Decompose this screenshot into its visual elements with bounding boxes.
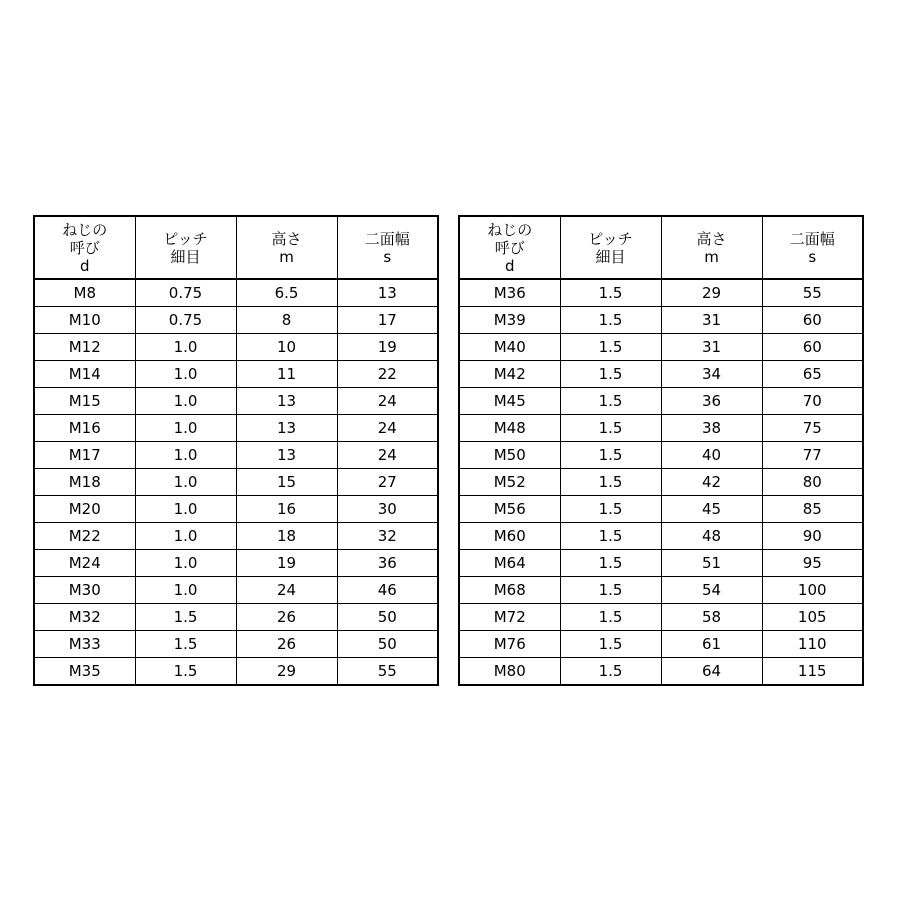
cell-pitch: 1.5 [560,523,661,550]
header-width-across-flats [337,216,438,279]
header-row [459,216,863,279]
cell-height: 34 [661,361,762,388]
table-row [459,658,863,686]
table-row [459,496,863,523]
cell-width-across-flats: 77 [762,442,863,469]
header-width-line2: s [808,247,817,266]
cell-height: 26 [236,604,337,631]
cell-thread-size: M48 [459,415,560,442]
cell-height: 61 [661,631,762,658]
table-row [459,631,863,658]
cell-thread-size: M72 [459,604,560,631]
header-thread-size [459,216,560,279]
header-thread-size-line1: ねじの [62,220,108,239]
cell-pitch: 1.5 [560,334,661,361]
header-row [34,216,438,279]
cell-width-across-flats: 75 [762,415,863,442]
cell-width-across-flats: 24 [337,388,438,415]
cell-thread-size: M42 [459,361,560,388]
cell-pitch: 1.5 [560,631,661,658]
cell-width-across-flats: 55 [762,279,863,307]
table-row [34,496,438,523]
cell-thread-size: M40 [459,334,560,361]
table-row [34,523,438,550]
table-row [459,523,863,550]
cell-pitch: 1.0 [135,415,236,442]
header-height-line2: m [704,247,719,266]
cell-pitch: 0.75 [135,279,236,307]
cell-width-across-flats: 85 [762,496,863,523]
table-row [34,550,438,577]
cell-height: 11 [236,361,337,388]
table-row [459,334,863,361]
cell-height: 51 [661,550,762,577]
table-row [34,279,438,307]
cell-height: 54 [661,577,762,604]
table-row [459,361,863,388]
cell-thread-size: M18 [34,469,135,496]
cell-pitch: 1.5 [560,388,661,415]
cell-height: 10 [236,334,337,361]
header-thread-size-line3: d [504,256,515,275]
table-row [34,361,438,388]
header-pitch [135,216,236,279]
cell-thread-size: M8 [34,279,135,307]
cell-pitch: 1.5 [560,577,661,604]
cell-thread-size: M52 [459,469,560,496]
table-row [459,577,863,604]
cell-height: 13 [236,415,337,442]
cell-width-across-flats: 22 [337,361,438,388]
cell-thread-size: M10 [34,307,135,334]
header-pitch-line2: 細目 [595,247,626,266]
cell-height: 40 [661,442,762,469]
cell-thread-size: M50 [459,442,560,469]
cell-pitch: 1.5 [560,361,661,388]
header-thread-size-line2: 呼び [69,238,100,257]
cell-pitch: 1.0 [135,361,236,388]
table-row [459,415,863,442]
cell-thread-size: M20 [34,496,135,523]
cell-height: 38 [661,415,762,442]
cell-thread-size: M39 [459,307,560,334]
cell-width-across-flats: 24 [337,442,438,469]
cell-height: 13 [236,388,337,415]
spec-table-left [33,215,439,686]
cell-thread-size: M15 [34,388,135,415]
header-thread-size-line1: ねじの [487,220,533,239]
table-row [34,388,438,415]
cell-height: 16 [236,496,337,523]
cell-pitch: 1.5 [135,658,236,686]
cell-height: 31 [661,307,762,334]
cell-height: 6.5 [236,279,337,307]
table-row [459,469,863,496]
cell-height: 58 [661,604,762,631]
cell-thread-size: M17 [34,442,135,469]
cell-pitch: 1.5 [560,658,661,686]
cell-thread-size: M64 [459,550,560,577]
header-width-line1: 二面幅 [789,229,835,248]
cell-width-across-flats: 30 [337,496,438,523]
cell-pitch: 1.5 [560,604,661,631]
cell-pitch: 0.75 [135,307,236,334]
table-row [34,442,438,469]
cell-thread-size: M76 [459,631,560,658]
table-row [459,279,863,307]
header-width-line2: s [383,247,392,266]
cell-height: 42 [661,469,762,496]
cell-width-across-flats: 36 [337,550,438,577]
header-pitch-line2: 細目 [170,247,201,266]
cell-width-across-flats: 65 [762,361,863,388]
cell-width-across-flats: 90 [762,523,863,550]
header-pitch [560,216,661,279]
cell-pitch: 1.5 [560,550,661,577]
cell-width-across-flats: 50 [337,631,438,658]
table-row [459,442,863,469]
cell-pitch: 1.0 [135,550,236,577]
table-row [34,658,438,686]
cell-thread-size: M35 [34,658,135,686]
table-row [34,307,438,334]
cell-height: 19 [236,550,337,577]
cell-pitch: 1.5 [135,631,236,658]
cell-width-across-flats: 32 [337,523,438,550]
header-thread-size-line3: d [79,256,90,275]
table-row [34,604,438,631]
cell-pitch: 1.5 [560,469,661,496]
cell-thread-size: M56 [459,496,560,523]
cell-height: 45 [661,496,762,523]
header-height-line1: 高さ [271,229,302,248]
cell-pitch: 1.5 [560,442,661,469]
header-width-across-flats [762,216,863,279]
table-row [34,577,438,604]
cell-pitch: 1.5 [560,496,661,523]
cell-pitch: 1.0 [135,577,236,604]
header-width-line1: 二面幅 [364,229,410,248]
cell-pitch: 1.0 [135,442,236,469]
table-row [34,631,438,658]
cell-pitch: 1.0 [135,388,236,415]
cell-height: 26 [236,631,337,658]
cell-pitch: 1.0 [135,523,236,550]
cell-thread-size: M24 [34,550,135,577]
cell-thread-size: M32 [34,604,135,631]
cell-thread-size: M16 [34,415,135,442]
cell-width-across-flats: 60 [762,334,863,361]
table-row [459,550,863,577]
cell-pitch: 1.5 [560,415,661,442]
cell-thread-size: M30 [34,577,135,604]
cell-pitch: 1.5 [560,307,661,334]
cell-height: 29 [661,279,762,307]
header-thread-size-line2: 呼び [494,238,525,257]
cell-height: 31 [661,334,762,361]
cell-pitch: 1.5 [135,604,236,631]
cell-height: 29 [236,658,337,686]
cell-height: 48 [661,523,762,550]
cell-thread-size: M22 [34,523,135,550]
cell-pitch: 1.0 [135,334,236,361]
cell-width-across-flats: 27 [337,469,438,496]
cell-height: 13 [236,442,337,469]
cell-width-across-flats: 60 [762,307,863,334]
table-row [459,604,863,631]
cell-height: 36 [661,388,762,415]
cell-thread-size: M33 [34,631,135,658]
cell-pitch: 1.0 [135,496,236,523]
cell-width-across-flats: 110 [762,631,863,658]
cell-thread-size: M45 [459,388,560,415]
cell-thread-size: M80 [459,658,560,686]
cell-width-across-flats: 100 [762,577,863,604]
cell-width-across-flats: 46 [337,577,438,604]
cell-thread-size: M14 [34,361,135,388]
table-row [34,469,438,496]
cell-width-across-flats: 19 [337,334,438,361]
cell-width-across-flats: 17 [337,307,438,334]
cell-width-across-flats: 50 [337,604,438,631]
cell-pitch: 1.0 [135,469,236,496]
cell-thread-size: M68 [459,577,560,604]
spec-table-right [458,215,864,686]
cell-width-across-flats: 80 [762,469,863,496]
table-row [459,388,863,415]
cell-height: 64 [661,658,762,686]
cell-width-across-flats: 55 [337,658,438,686]
cell-width-across-flats: 115 [762,658,863,686]
cell-width-across-flats: 95 [762,550,863,577]
table-row [34,334,438,361]
header-height-line2: m [279,247,294,266]
cell-width-across-flats: 70 [762,388,863,415]
table-row [34,415,438,442]
header-pitch-line1: ピッチ [163,229,208,248]
table-row [459,307,863,334]
cell-thread-size: M60 [459,523,560,550]
cell-height: 15 [236,469,337,496]
cell-thread-size: M12 [34,334,135,361]
cell-width-across-flats: 13 [337,279,438,307]
header-pitch-line1: ピッチ [588,229,633,248]
header-height [236,216,337,279]
cell-thread-size: M36 [459,279,560,307]
cell-height: 18 [236,523,337,550]
cell-height: 8 [236,307,337,334]
header-height-line1: 高さ [696,229,727,248]
header-thread-size [34,216,135,279]
cell-height: 24 [236,577,337,604]
cell-pitch: 1.5 [560,279,661,307]
header-height [661,216,762,279]
cell-width-across-flats: 105 [762,604,863,631]
cell-width-across-flats: 24 [337,415,438,442]
